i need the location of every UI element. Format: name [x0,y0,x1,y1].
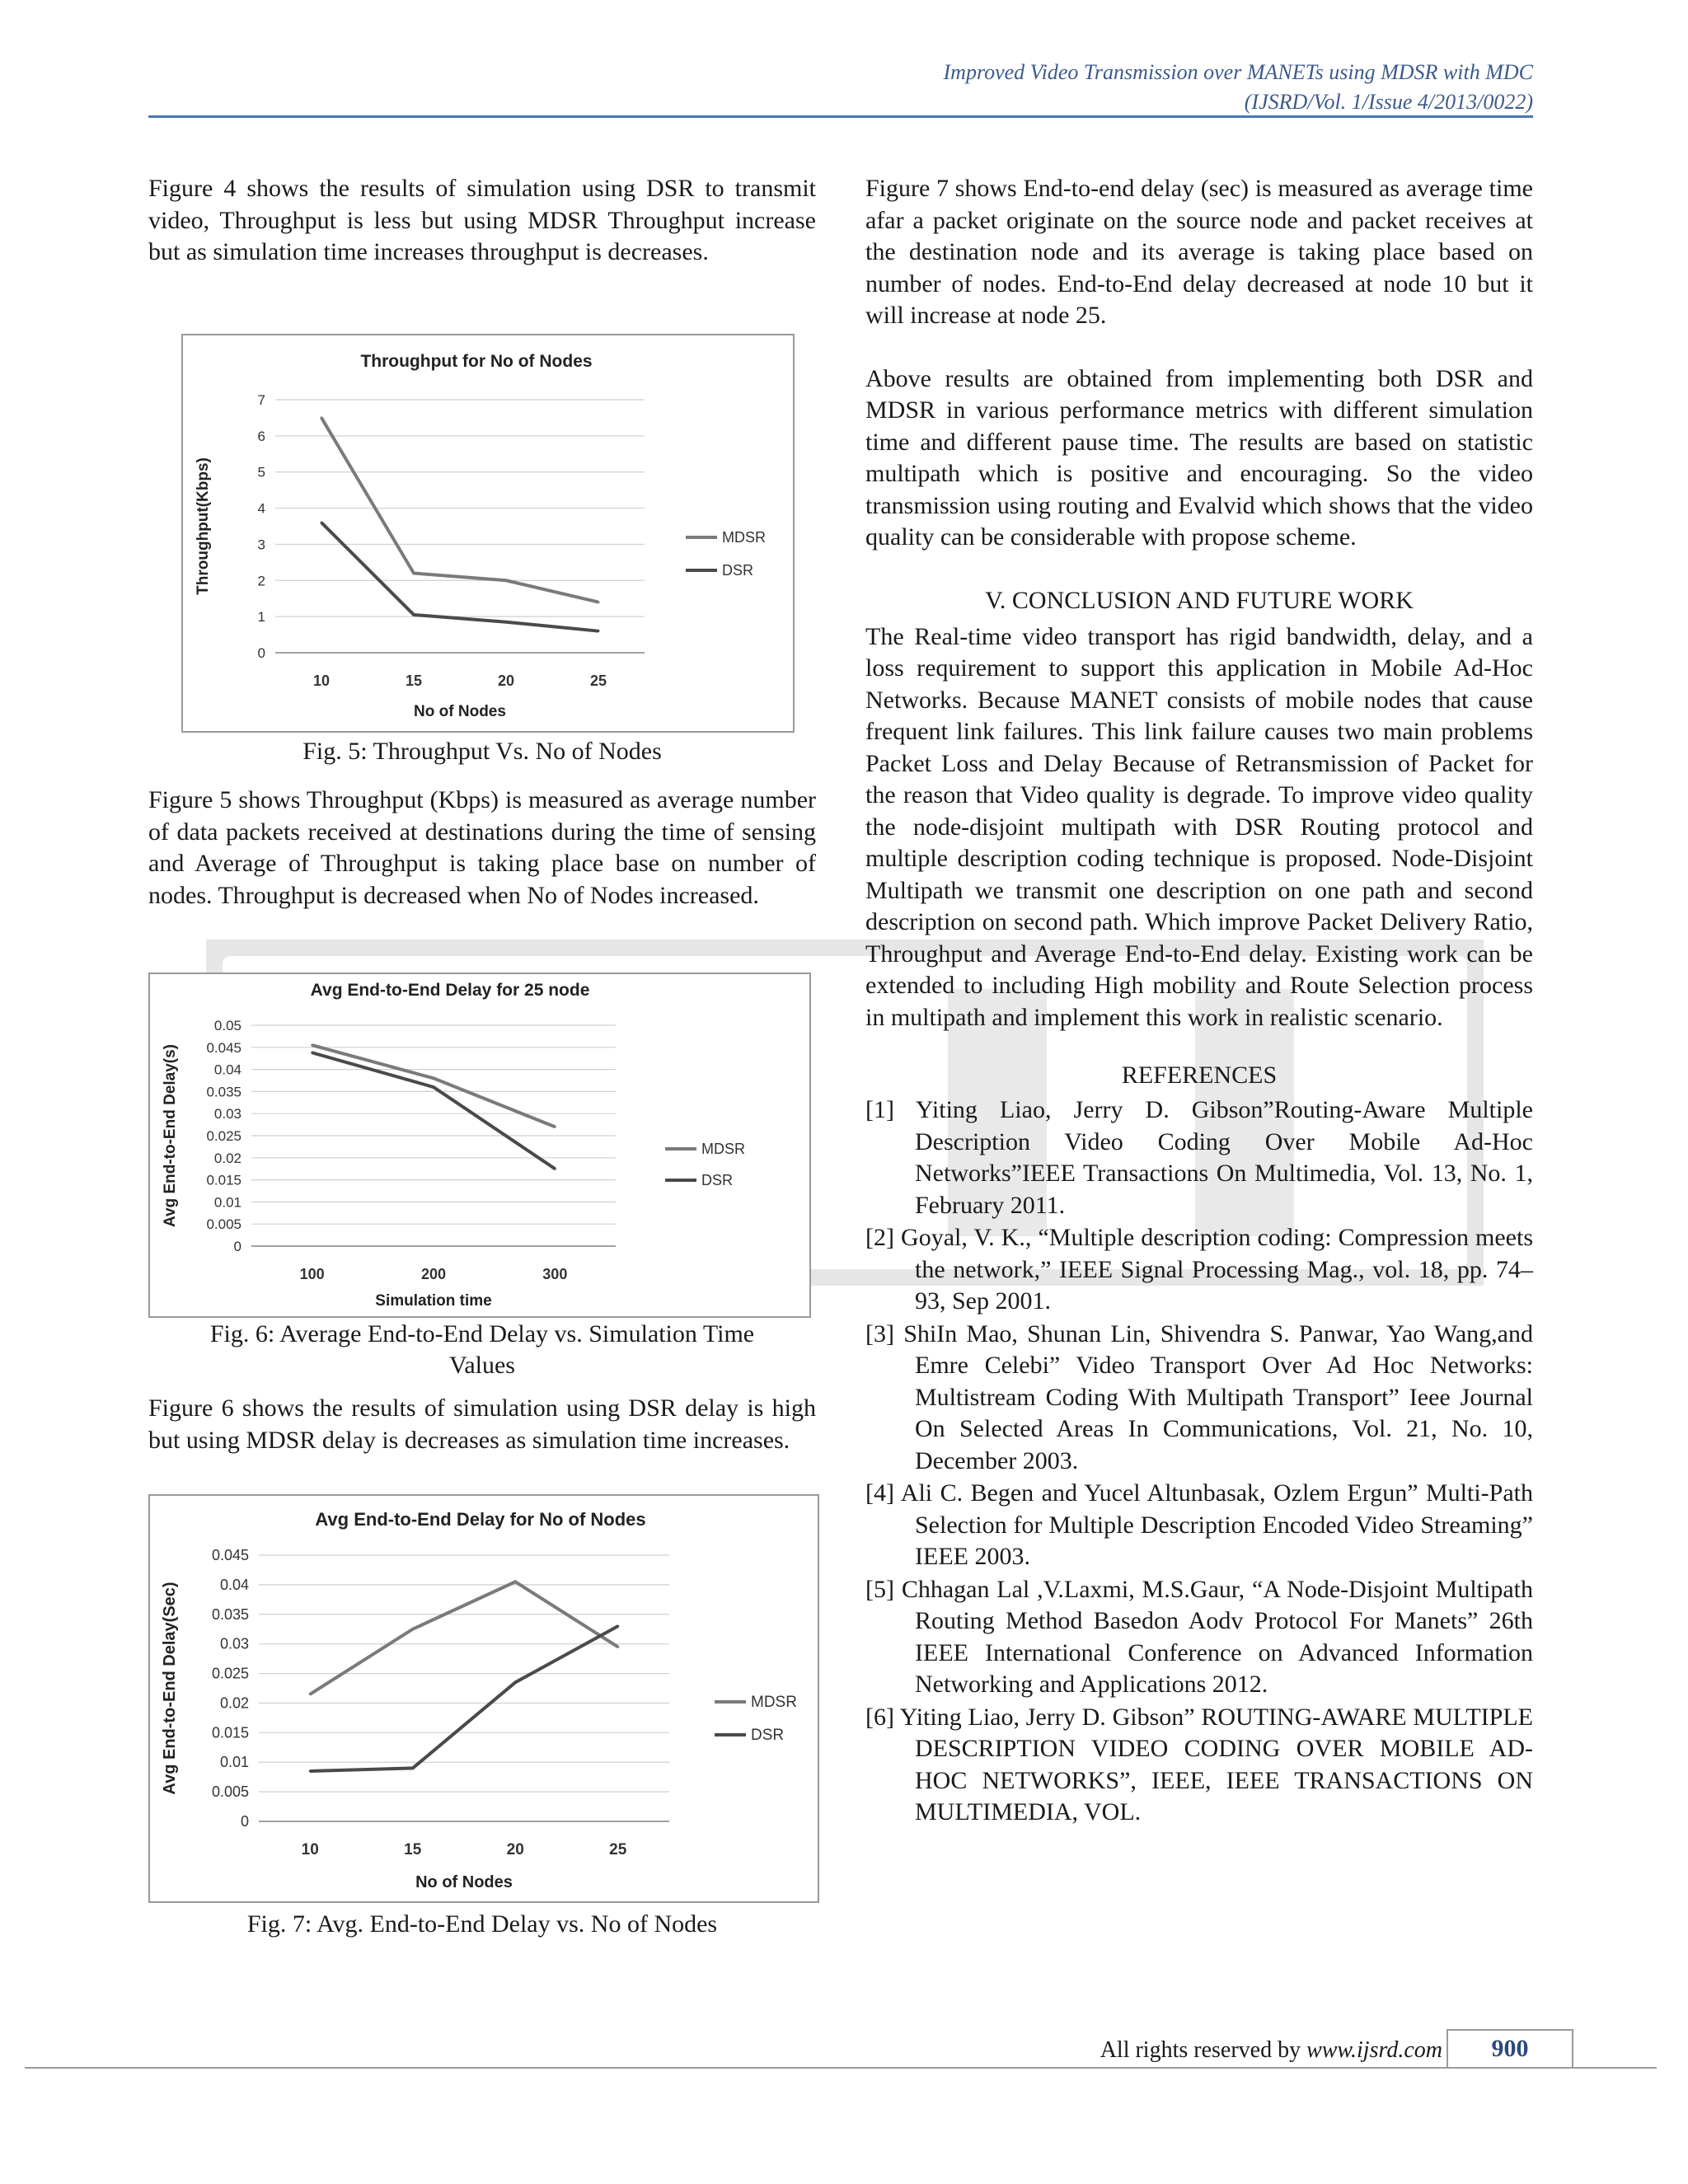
legend-label: DSR [751,1727,785,1744]
y-tick-label: 0.025 [211,1665,249,1682]
right-paragraph-3: The Real-time video transport has rigid bandwidth, delay, and a loss requirement to support this application in Mobile Ad-Hoc Networks. Because MANET consists of mobile nodes that cause frequent link failures. This link failure causes two main problems Packet Loss and Delay Because of Retransmission of Packet for the reason that Video quality is degrade. To improve video quality the node-disjoint multipath with DSR Routing protocol and multiple description coding technique is proposed. Node-Disjoint Multipath we transmit one description on one path and second description on second path. Which improve Packet Delivery Ratio, Throughput and Average End-to-End delay. Existing work can be extended to including High mobility and Route Selection process in multipath and implement this work in realistic scenario. [865,622,1533,1031]
figure-7-caption: Fig. 7: Avg. End-to-End Delay vs. No of Nodes [246,1910,718,1938]
section-heading-conclusion: V. CONCLUSION AND FUTURE WORK [985,586,1414,614]
header-title: Improved Video Transmission over MANETs using MDSR with MDC [943,60,1533,84]
data-point [433,1086,435,1089]
delay-nodes-chart [150,1496,818,1901]
chart-title: Avg End-to-End Delay for No of Nodes [315,1509,646,1530]
y-tick-label: 0.005 [211,1783,249,1801]
header-volume: (IJSRD/Vol. 1/Issue 4/2013/0022) [1244,90,1533,114]
data-point [311,1044,313,1047]
series-line-mdsr [321,418,598,602]
data-point [433,1077,435,1080]
data-point [617,1625,619,1628]
data-point [321,416,323,419]
x-tick-label: 20 [506,1841,524,1858]
x-tick-label: 25 [589,673,607,689]
y-tick-label: 0.035 [206,1084,241,1100]
figure-6-box [148,972,811,1318]
x-tick-label: 15 [405,673,423,689]
reference-item: [1] Yiting Liao, Jerry D. Gibson”Routing-Aware Multiple Description Video Coding Over Mobile Ad-Hoc Networks”IEEE Transactions On Multimedia, Vol. 13, No. 1, February 2011. [865,1096,1533,1219]
y-tick-label: 7 [257,392,265,408]
y-tick-label: 0.02 [213,1150,241,1166]
data-point [413,613,415,616]
data-point [514,1681,517,1684]
left-column [148,173,816,269]
left-paragraph-2-wrap [148,785,816,912]
data-point [505,621,508,623]
x-tick-label: 10 [312,673,331,689]
throughput-chart [183,335,793,731]
footer-text: All rights reserved by [1100,2037,1301,2063]
left-paragraph-2: Figure 5 shows Throughput (Kbps) is measured as average number of data packets received at destinations during the time of sensing and Average of Throughput is taking place base on number of nodes. Throughput is decreased when No of Nodes increased. [148,786,816,909]
x-axis-label: No of Nodes [414,703,506,720]
references-heading: REFERENCES [1121,1062,1278,1089]
data-point [309,1769,312,1772]
x-axis-label: Simulation time [375,1292,492,1310]
data-point [411,1767,414,1769]
y-tick-label: 0.045 [211,1547,249,1563]
figure-6-caption-line-2: Values [449,1352,515,1379]
x-tick-label: 200 [420,1266,447,1282]
data-point [505,579,508,582]
y-tick-label: 0.05 [213,1018,241,1033]
left-paragraph-3-wrap [148,1393,816,1456]
y-tick-label: 0.03 [213,1106,241,1122]
footer-rule [25,2067,1657,2069]
y-tick-label: 0.01 [213,1194,241,1211]
data-point [309,1693,312,1695]
left-paragraph-3: Figure 6 shows the results of simulation using DSR delay is high but using MDSR delay is decreases as simulation time increases. [148,1394,816,1454]
y-axis-label: Avg End-to-End Delay(Sec) [161,1582,179,1795]
x-tick-label: 15 [404,1841,422,1858]
running-header [148,58,1533,115]
x-tick-label: 25 [609,1841,627,1858]
x-axis-label: No of Nodes [415,1873,513,1891]
data-point [617,1646,619,1648]
data-point [514,1581,517,1583]
data-point [554,1168,556,1170]
legend-label: MDSR [722,529,766,546]
y-tick-label: 0.035 [211,1605,249,1623]
y-tick-label: 0 [257,645,265,661]
right-paragraph-2: Above results are obtained from implementing both DSR and MDSR in various performance metrics with different simulation time and different pause time. The results are based on statistic multipath which is positive and encouraging. So the video transmission using routing and Evalvid which shows that the video quality can be considerable with propose scheme. [865,364,1533,551]
y-tick-label: 0 [240,1813,249,1830]
legend-label: MDSR [751,1694,797,1711]
y-tick-label: 3 [257,537,265,553]
right-paragraph-1: Figure 7 shows End-to-end delay (sec) is measured as average time afar a packet originate on the source node and packet receives at the destination node and its average is taking place based on number of nodes. End-to-End delay decreased at node 10 but it will increase at node 25. [865,175,1533,329]
y-tick-label: 0.005 [206,1216,241,1233]
series-line-mdsr [310,1582,618,1694]
figure-5-caption: Fig. 5: Throughput Vs. No of Nodes [302,738,662,765]
y-tick-label: 0.04 [213,1062,241,1078]
y-tick-label: 1 [257,609,265,626]
y-tick-label: 0.02 [219,1694,249,1712]
y-axis-label: Avg End-to-End Delay(s) [162,1043,179,1228]
y-tick-label: 0.03 [219,1635,249,1652]
reference-item: [5] Chhagan Lal ,V.Laxmi, M.S.Gaur, “A Node-Disjoint Multipath Routing Method Basedon Aodv Protocol For Manets” 26th IEEE International Conference on Advanced Information Networking and Applications 2012. [865,1575,1533,1698]
data-point [554,1126,556,1128]
y-tick-label: 4 [257,500,265,517]
y-tick-label: 0 [233,1239,241,1254]
data-point [321,522,323,524]
left-paragraph-1: Figure 4 shows the results of simulation using DSR to transmit video, Throughput is less but using MDSR Throughput increase but as simulation time increases throughput is decreases. [148,175,816,265]
reference-item: [3] ShiIn Mao, Shunan Lin, Shivendra S. Panwar, Yao Wang,and Emre Celebi” Video Transport Over Ad Hoc Networks: Multistream Coding With Multipath Transport” Ieee Journal On Selected Areas In Communications, Vol. 21, No. 10, December 2003. [865,1319,1533,1474]
header-rule [148,115,1533,118]
x-tick-label: 20 [497,673,515,689]
right-column [865,173,1533,1830]
chart-title: Throughput for No of Nodes [360,352,593,371]
x-tick-label: 300 [542,1266,568,1282]
data-point [311,1052,313,1054]
figure-6-caption [148,1319,816,1381]
reference-item: [2] Goyal, V. K., “Multiple description coding: Compression meets the network,” IEEE Signal Processing Mag., vol. 18, pp. 74–93, Sep 2001. [865,1224,1533,1315]
y-tick-label: 0.015 [211,1724,249,1741]
data-point [413,572,415,574]
delay-simtime-chart [150,974,809,1316]
data-point [411,1628,414,1630]
legend-label: MDSR [701,1141,745,1157]
y-tick-label: 0.025 [206,1128,241,1144]
x-tick-label: 10 [301,1841,319,1858]
reference-item: [4] Ali C. Begen and Yucel Altunbasak, Ozlem Ergun” Multi-Path Selection for Multiple Description Encoded Video Streaming” IEEE 2003. [865,1479,1533,1570]
series-line-dsr [310,1626,618,1771]
y-axis-label: Throughput(Kbps) [195,457,212,595]
y-tick-label: 0.015 [206,1172,241,1188]
legend-label: DSR [722,562,754,579]
y-tick-label: 2 [257,573,265,589]
y-tick-label: 6 [257,428,265,444]
footer-copyright [865,2036,1442,2065]
data-point [598,630,600,632]
references-list [865,1094,1533,1829]
figure-7-box [148,1494,819,1903]
legend-label: DSR [701,1172,734,1188]
figure-6-caption-line-1: Fig. 6: Average End-to-End Delay vs. Simulation Time [209,1320,755,1347]
data-point [598,601,600,603]
chart-title: Avg End-to-End Delay for 25 node [310,981,590,1000]
y-tick-label: 0.04 [219,1576,249,1593]
reference-item: [6] Yiting Liao, Jerry D. Gibson” ROUTING-AWARE MULTIPLE DESCRIPTION VIDEO CODING OVER MOBILE AD-HOC NETWORKS”, IEEE, IEEE TRANSACTIONS ON MULTIMEDIA, VOL. [865,1703,1533,1825]
page-number: 900 [1447,2029,1573,2069]
figure-5-box [181,334,795,733]
footer-site-link[interactable]: www.ijsrd.com [1306,2037,1442,2063]
y-tick-label: 0.01 [219,1754,249,1771]
y-tick-label: 5 [257,464,265,480]
y-tick-label: 0.045 [206,1039,241,1056]
x-tick-label: 100 [299,1266,325,1282]
